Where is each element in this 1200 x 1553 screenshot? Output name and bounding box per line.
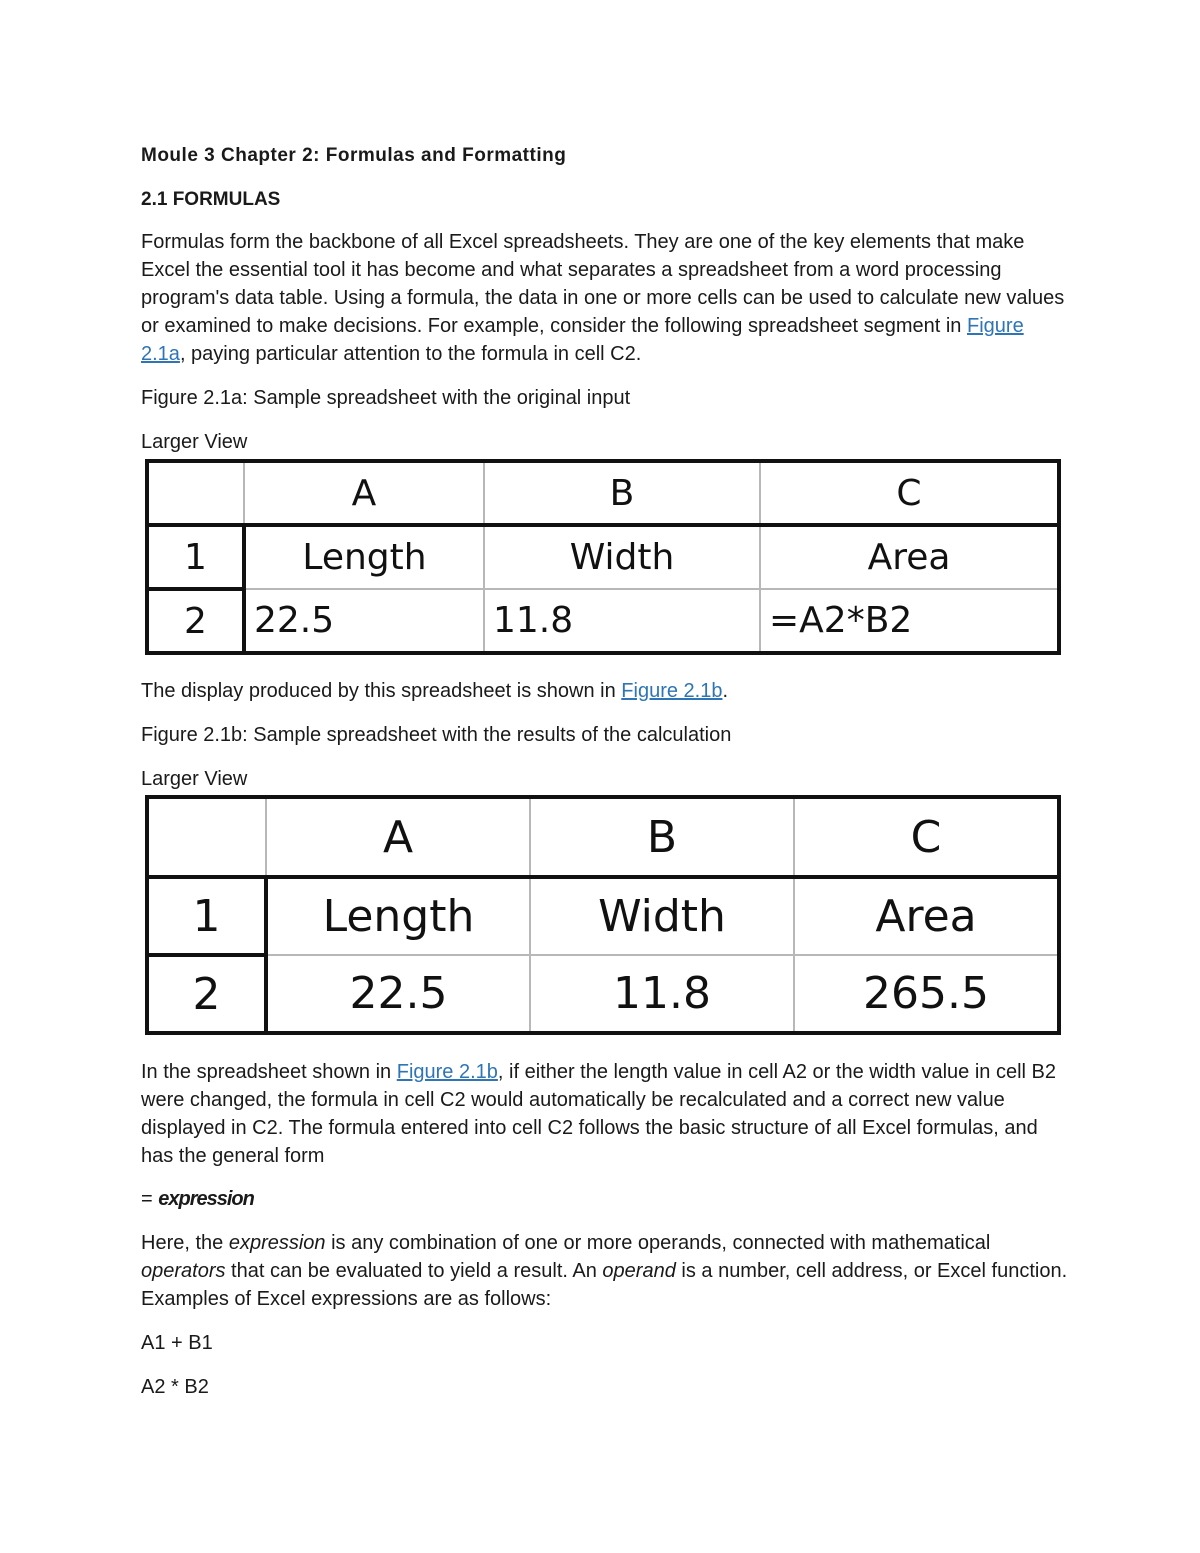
figure-2-1b-link[interactable]: Figure 2.1b [621, 680, 723, 702]
expression-term: expression [158, 1188, 254, 1210]
column-header-a: A [244, 461, 484, 525]
term-operators: operators [141, 1260, 226, 1282]
intro-text: Formulas form the backbone of all Excel spreadsheets. They are one of the key elements that make Excel the essential tool it has become and what separates a spreadsheet from a word processing program's data table. Using a formula, the data in one or more cells can be used to calculate new values or examined to make decisions. For example, consider the following spreadsheet segment in [141, 231, 1065, 337]
figure-2-1b-link-2[interactable]: Figure 2.1b [396, 1061, 498, 1083]
equals-sign: = [141, 1188, 159, 1210]
corner-cell [147, 797, 266, 877]
cell-b1: Width [530, 877, 794, 955]
definition-text-4: is a number, cell address, or Excel function. Examples of Excel expressions are as follows: [141, 1260, 1068, 1310]
cell-a1: Length [244, 525, 484, 589]
general-form [141, 1185, 1071, 1213]
column-header-c: C [794, 797, 1059, 877]
display-sentence [141, 677, 1071, 705]
example-2: A2 * B2 [141, 1376, 209, 1398]
definition-text-3: that can be evaluated to yield a result. An [225, 1260, 603, 1282]
example-1: A1 + B1 [141, 1332, 213, 1354]
term-operand: operand [602, 1260, 676, 1282]
term-expression: expression [228, 1232, 326, 1254]
cell-c1: Area [760, 525, 1059, 589]
explain-text: In the spreadsheet shown in [141, 1061, 397, 1083]
cell-b1: Width [484, 525, 760, 589]
display-text: The display produced by this spreadsheet is shown in [141, 680, 622, 702]
cell-b2: 11.8 [484, 589, 760, 653]
definition-paragraph [141, 1229, 1071, 1313]
figure-b-larger-view[interactable]: Larger View [141, 768, 248, 790]
page-title: Moule 3 Chapter 2: Formulas and Formatting [141, 145, 567, 166]
corner-cell [147, 461, 244, 525]
column-header-b: B [484, 461, 760, 525]
cell-b2: 11.8 [530, 955, 794, 1033]
cell-a2: 22.5 [266, 955, 530, 1033]
figure-a-caption: Figure 2.1a: Sample spreadsheet with the original input [141, 387, 631, 409]
section-heading: 2.1 FORMULAS [141, 189, 281, 210]
cell-a2: 22.5 [244, 589, 484, 653]
cell-c2-formula: =A2*B2 [760, 589, 1059, 653]
spreadsheet-figure-b [145, 795, 1061, 1035]
explain-text-end: , if either the length value in cell A2 or the width value in cell B2 were changed, the formula in cell C2 would automatically be recalculated and a correct new value displayed in C2. The formula entered into cell C2 follows the basic structure of all Excel formulas, and has the general form [141, 1061, 1057, 1167]
intro-text-end: , paying particular attention to the formula in cell C2. [179, 343, 642, 365]
row-header-2: 2 [147, 955, 266, 1033]
figure-2-1a-link[interactable]: Figure 2.1a [141, 315, 1024, 365]
figure-a-larger-view[interactable]: Larger View [141, 431, 248, 453]
row-header-1: 1 [147, 525, 244, 589]
cell-a1: Length [266, 877, 530, 955]
column-header-a: A [266, 797, 530, 877]
spreadsheet-figure-a [145, 459, 1061, 655]
display-text-end: . [722, 680, 729, 702]
definition-text-2: is any combination of one or more operands, connected with mathematical [325, 1232, 991, 1254]
cell-c2-result: 265.5 [794, 955, 1059, 1033]
column-header-c: C [760, 461, 1059, 525]
column-header-b: B [530, 797, 794, 877]
row-header-1: 1 [147, 877, 266, 955]
row-header-2: 2 [147, 589, 244, 653]
definition-text-1: Here, the [141, 1232, 229, 1254]
intro-paragraph [141, 228, 1071, 368]
explain-paragraph [141, 1058, 1071, 1170]
figure-b-caption: Figure 2.1b: Sample spreadsheet with the results of the calculation [141, 724, 732, 746]
cell-c1: Area [794, 877, 1059, 955]
